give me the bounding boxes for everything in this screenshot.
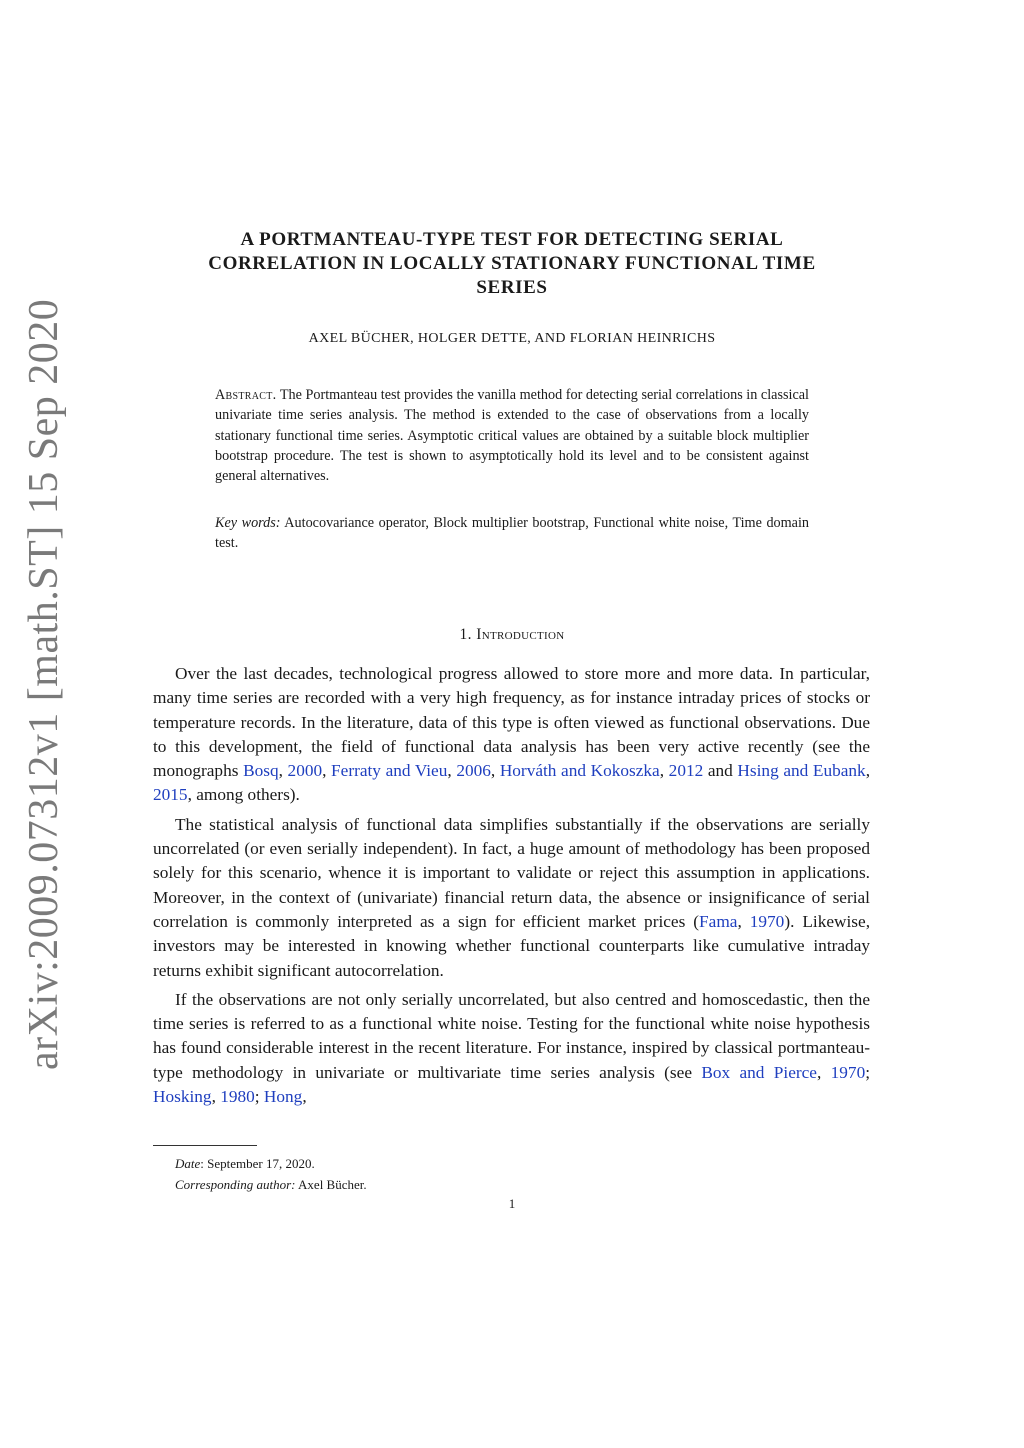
citation-hsing-eubank[interactable]: Hsing and Eubank [737,761,866,781]
title-line-2: CORRELATION IN LOCALLY STATIONARY FUNCTIONAL TIME [208,253,816,274]
keywords-label: Key words: [215,515,281,531]
section-number: 1. [459,626,472,643]
citation-separator: , [278,761,288,781]
paragraph-3 [153,988,870,1109]
paragraph-1 [153,662,870,808]
citation-bosq[interactable]: Bosq [243,761,279,781]
abstract-text: The Portmanteau test provides the vanilla method for detecting serial correlations in classical univariate time series analysis. The method is extended to the case of observations from a locally stationary functional time series. Asymptotic critical values are obtained by a suitable block multiplier bootstrap procedure. The test is shown to asymptotically hold its level and to be consistent against general alternatives. [215,387,809,485]
citation-ferraty-vieu[interactable]: Ferraty and Vieu [331,761,448,781]
citation-bosq-year[interactable]: 2000 [287,761,323,781]
section-heading-introduction [150,626,874,644]
paragraph-2 [153,813,870,983]
citation-hosking-year[interactable]: 1980 [220,1087,255,1107]
citation-separator: , [659,761,669,781]
citation-separator: and [703,761,738,781]
footnote-corresponding-author [175,1174,367,1195]
citation-separator: , [322,761,332,781]
citation-horvath-kokoszka-year[interactable]: 2012 [668,761,704,781]
citation-box-pierce-year[interactable]: 1970 [830,1062,866,1082]
citation-separator: , [302,1087,307,1107]
citation-hosking[interactable]: Hosking [153,1087,212,1107]
citation-separator: , [211,1087,221,1107]
citation-ferraty-vieu-year[interactable]: 2006 [456,761,491,781]
section-title: Introduction [476,626,565,643]
citation-separator: , [816,1062,831,1082]
footnote-date-value: : September 17, 2020. [200,1156,315,1171]
footnote-date [175,1153,367,1174]
citation-separator: , [447,761,457,781]
paragraph-1-tail: , among others). [187,785,300,805]
keywords-text: Autocovariance operator, Block multiplier bootstrap, Functional white noise, Time domain test. [215,515,810,552]
footnote-divider [153,1145,257,1146]
citation-separator: , [865,761,871,781]
citation-separator: ; [865,1062,871,1082]
introduction-body [153,662,870,1114]
citation-horvath-kokoszka[interactable]: Horváth and Kokoszka [499,761,660,781]
abstract [215,385,809,486]
title-line-1: A PORTMANTEAU-TYPE TEST FOR DETECTING SERIAL [240,229,784,250]
footnote-author-value: Axel Bücher. [295,1177,367,1192]
title-line-3: SERIES [476,277,548,298]
arxiv-identifier-stamp[interactable]: arXiv:2009.07312v1 [math.ST] 15 Sep 2020 [21,298,67,1070]
citation-fama-year[interactable]: 1970 [749,911,785,931]
keywords [215,513,809,554]
citation-hong[interactable]: Hong [263,1087,303,1107]
abstract-label: Abstract. [215,387,277,403]
paragraph-2-text: The statistical analysis of functional data simplifies substantially if the observations are serially uncorrelated (or even serially independent). In fact, a huge amount of methodology has been proposed solely for this scenario, whence it is important to validate or reject this assumption in applications. Moreover, in the context of (univariate) financial return data, the absence or insignificance of serial correlation is commonly interpreted as a sign for efficient market prices ( [153,814,870,931]
footnote-date-label: Date [175,1156,201,1171]
citation-separator: ; [254,1087,264,1107]
footnotes [175,1153,367,1195]
citation-box-pierce[interactable]: Box and Pierce [701,1062,817,1082]
page-number: 1 [508,1196,516,1211]
citation-fama[interactable]: Fama [699,911,738,931]
citation-separator: , [490,761,500,781]
paper-title [150,228,874,300]
citation-hsing-eubank-year[interactable]: 2015 [153,785,188,805]
paragraph-3-text: If the observations are not only serially uncorrelated, but also centred and homoscedastic, then the time series is referred to as a functional white noise. Testing for the functional white noise hypothesis has found considerable interest in the recent literature. For instance, inspired by classical portmanteau-type methodology in univariate or multivariate time series analysis (see [153,989,870,1082]
paragraph-1-text: Over the last decades, technological progress allowed to store more and more data. In particular, many time series are recorded with a very high frequency, as for instance intraday prices of stocks or temperature records. In the literature, data of this type is often viewed as functional observations. Due to this development, the field of functional data analysis has been very active recently (see the monographs [153,664,870,781]
footnote-author-label: Corresponding author: [175,1177,296,1192]
author-list: AXEL BÜCHER, HOLGER DETTE, AND FLORIAN HEINRICHS [308,331,716,346]
citation-separator: , [737,911,750,931]
paragraph-2-tail: ). Likewise, investors may be interested in knowing whether functional counterparts like cumulative intraday returns exhibit significant autocorrelation. [153,911,871,980]
